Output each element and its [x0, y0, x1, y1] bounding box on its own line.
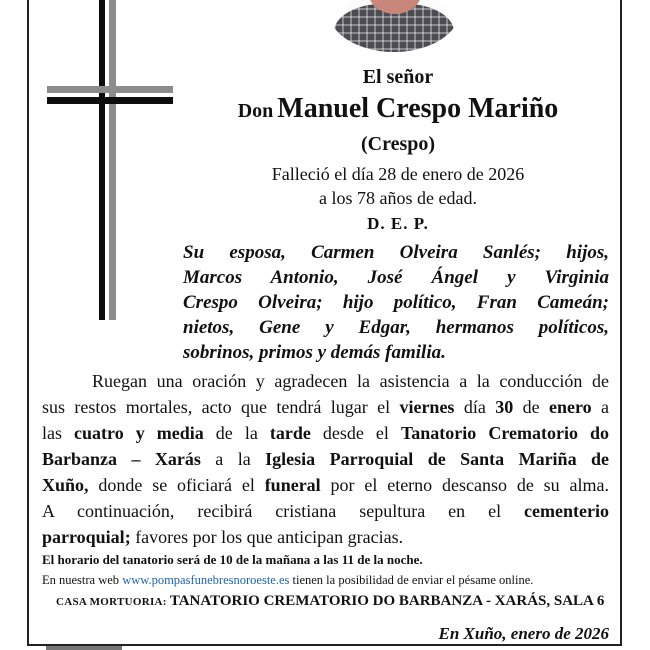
full-name: Manuel Crespo Mariño: [277, 93, 559, 124]
family-line: sobrinos, primos y demás familia.: [183, 342, 446, 363]
deceased-photo: [328, 0, 460, 52]
mortuary-value: TANATORIO CREMATORIO DO BARBANZA - XARÁS, SALA 6: [169, 593, 605, 609]
tanatorio-hours: El horario del tanatorio será de 10 de la mañana a las 11 de la noche.: [42, 552, 423, 567]
ceremony-line: A continuación, recibirá cristiana sepultura en el cementerio: [42, 501, 609, 521]
alias: (Crespo): [360, 133, 436, 155]
mortuary-label: CASA MORTUORIA:: [56, 596, 170, 608]
ceremony-line: parroquial; favores por los que anticipan gracias.: [42, 527, 404, 547]
ceremony-line: las cuatro y media de la tarde desde el Tanatorio Crematorio do: [42, 423, 609, 443]
family-list: [183, 240, 609, 365]
bottom-decoration: [46, 646, 122, 650]
mortuary-house: [56, 592, 604, 610]
web-note: En nuestra web www.pompasfunebresnoroeste.es tienen la posibilidad de enviar el pésame online.: [42, 573, 534, 587]
ceremony-line: Xuño, donde se oficiará el funeral por el eterno descanso de su alma.: [42, 475, 609, 495]
death-date: Falleció el día 28 de enero de 2026: [271, 164, 525, 184]
family-line: nietos, Gene y Edgar, hermanos políticos,: [183, 317, 609, 338]
title-prefix: Don: [237, 100, 274, 122]
cross-icon: [47, 0, 173, 322]
ceremony-text: [42, 368, 609, 550]
deceased-name: [173, 93, 623, 125]
intro-text: El señor: [362, 66, 434, 88]
ceremony-line: Ruegan una oración y agradecen la asistencia a la conducción de: [92, 371, 609, 391]
family-line: Su esposa, Carmen Olveira Sanlés; hijos,: [183, 242, 609, 263]
ceremony-line: Barbanza – Xarás a la Iglesia Parroquial de Santa Mariña de: [42, 449, 609, 469]
ceremony-line: sus restos mortales, acto que tendrá lugar el viernes día 30 de enero a: [42, 397, 609, 417]
place-date: En Xuño, enero de 2026: [438, 624, 609, 643]
website-link[interactable]: www.pompasfunebresnoroeste.es: [122, 573, 290, 587]
rip: D. E. P.: [367, 214, 429, 233]
family-line: Crespo Olveira; hijo político, Fran Cameán;: [183, 292, 609, 313]
age: a los 78 años de edad.: [319, 188, 477, 208]
family-line: Marcos Antonio, José Ángel y Virginia: [183, 267, 609, 288]
